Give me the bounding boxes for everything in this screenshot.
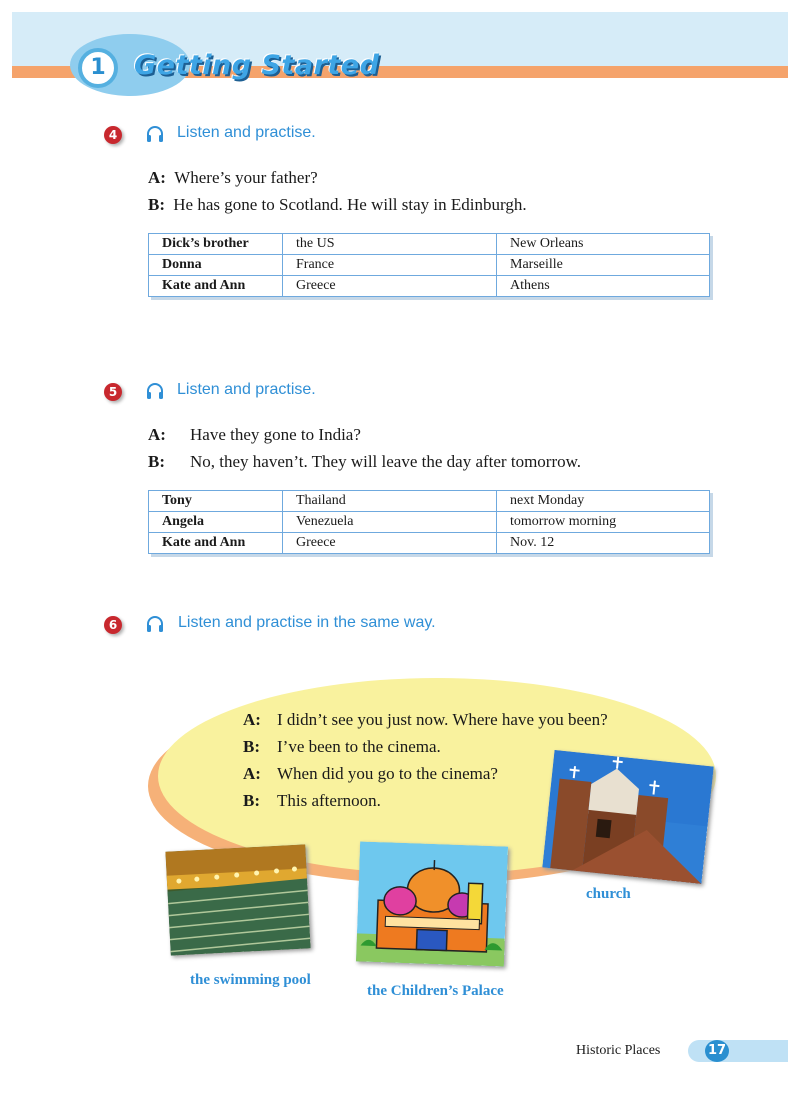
page-number: 17 [705,1040,729,1062]
section-5-number: 5 [104,383,122,401]
unit-title: Getting Started [134,50,380,81]
table-row [149,255,710,276]
table-row [149,491,710,512]
footer-bar [688,1040,788,1062]
speaker-label: A: [148,425,166,444]
speaker-label: B: [148,195,165,214]
table-cell: Donna [149,255,283,276]
table-cell: Kate and Ann [149,276,283,297]
dialog-line [243,737,260,757]
speaker-label: B: [243,737,260,756]
unit-number-badge: 1 [78,48,118,88]
church-caption: church [586,886,631,902]
table-row [149,276,710,297]
table-cell: Angela [149,512,283,533]
table-cell: Nov. 12 [497,533,710,554]
speaker-label: B: [148,452,165,471]
section-4-title: Listen and practise. [177,124,316,141]
table-cell: next Monday [497,491,710,512]
section-6-number: 6 [104,616,122,634]
footer-unit-name: Historic Places [576,1043,661,1058]
table-cell: Marseille [497,255,710,276]
section-5-table [148,490,710,554]
dialog-line [148,425,166,445]
section-4-table [148,233,710,297]
table-cell: Dick’s brother [149,234,283,255]
table-row [149,512,710,533]
dialog-line [148,452,165,472]
table-cell: Greece [283,533,497,554]
section-4-number: 4 [104,126,122,144]
childrens-palace-caption: the Children’s Palace [367,983,504,999]
dialog-text: I’ve been to the cinema. [277,737,441,756]
section-5-title: Listen and practise. [177,381,316,398]
table-cell: Tony [149,491,283,512]
dialog-text: Where’s your father? [174,168,318,187]
speaker-label: B: [243,791,260,810]
dialog-line [243,710,261,730]
speaker-label: A: [148,168,166,187]
section-6-title: Listen and practise in the same way. [178,614,436,631]
table-row [149,234,710,255]
dialog-text: When did you go to the cinema? [277,764,498,783]
speaker-label: A: [243,764,261,783]
table-cell: France [283,255,497,276]
table-cell: tomorrow morning [497,512,710,533]
dialog-text: I didn’t see you just now. Where have you been? [277,710,608,729]
dialog-text: Have they gone to India? [190,425,361,444]
table-cell: the US [283,234,497,255]
dialog-line [243,791,260,811]
table-cell: Thailand [283,491,497,512]
table-cell: Greece [283,276,497,297]
dialog-text: He has gone to Scotland. He will stay in Edinburgh. [173,195,527,214]
dialog-text: No, they haven’t. They will leave the day after tomorrow. [190,452,582,471]
headphones-icon [145,124,165,144]
dialog-line [243,764,261,784]
church-photo [542,750,713,884]
dialog-text: This afternoon. [277,791,381,810]
dialog-line [148,195,527,215]
table-cell: Kate and Ann [149,533,283,554]
swimming-pool-caption: the swimming pool [190,972,311,988]
childrens-palace-picture [356,841,508,966]
speaker-label: A: [243,710,261,729]
dialog-line [148,168,318,188]
headphones-icon [145,381,165,401]
table-cell: Athens [497,276,710,297]
table-cell: New Orleans [497,234,710,255]
table-cell: Venezuela [283,512,497,533]
table-row [149,533,710,554]
swimming-pool-photo [165,844,310,955]
headphones-icon [145,614,165,634]
